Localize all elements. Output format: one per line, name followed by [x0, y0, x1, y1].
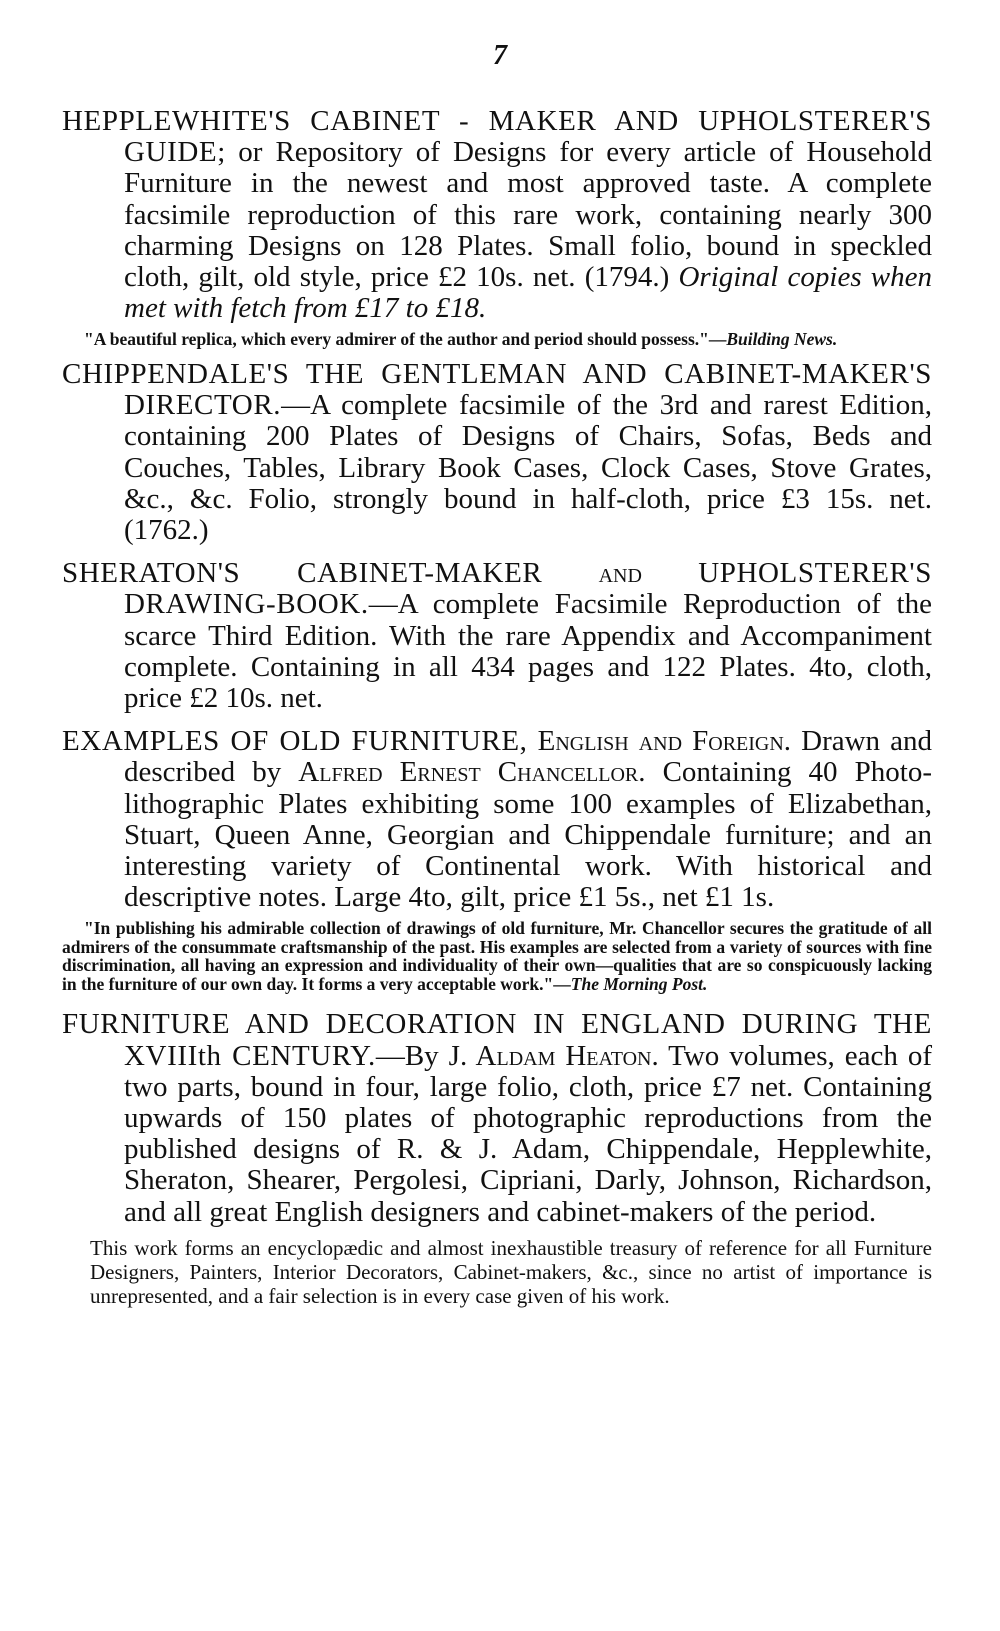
entry-author: J. Aldam Heaton.	[448, 1039, 659, 1072]
entry-title-and: and	[542, 557, 699, 590]
entry-italic-note: Original copies when met with fetch from £17 to £18.	[124, 261, 932, 325]
entry-body-1: —By	[375, 1039, 449, 1072]
quote-source: Building News.	[726, 329, 838, 350]
entry-subtitle: English and Foreign.	[527, 725, 792, 758]
entry-title: FURNITURE AND DECORATION IN ENGLAND DURING THE XVIIIth CENTURY.	[62, 1008, 932, 1072]
entry-hepplewhite	[62, 106, 932, 324]
entry-title: HEPPLEWHITE'S CABINET - MAKER AND UPHOLSTERER'S GUIDE	[62, 105, 932, 169]
entry-examples-old-furniture	[62, 726, 932, 913]
entry-title-part-2: UPHOLSTERER'S DRAWING-BOOK.	[124, 557, 932, 621]
entry-title: EXAMPLES OF OLD FURNITURE,	[62, 725, 528, 758]
review-quote	[62, 330, 932, 349]
entry-sheraton	[62, 558, 932, 714]
review-quote	[62, 919, 932, 993]
entry-body: —A complete facsimile of the 3rd and rarest Edition, containing 200 Plates of Designs of Chairs, Sofas, Beds and Couches, Tables, Library Book Cases, Clock Cases, Stove Grates, &c., &c. Folio, strongly bound in half-cloth, price £3 15s. net. (1762.)	[124, 389, 932, 546]
entry-furniture-decoration	[62, 1009, 932, 1227]
entry-chippendale	[62, 359, 932, 546]
page-number: 7	[493, 40, 507, 71]
quote-source: The Morning Post.	[570, 973, 708, 994]
quote-text: "In publishing his admirable collection of drawings of old furniture, Mr. Chancellor secures the gratitude of all admirers of the consummate craftsmanship of the past. His examples are selected from a variety of sources with fine discrimination, all having an expression and individuality of their own—qualities that are so conspicuously lacking in the furniture of our own day. It forms a very acceptable work."—	[62, 918, 932, 994]
quote-text: "A beautiful replica, which every admirer of the author and period should possess."—	[84, 329, 727, 350]
entry-author: Alfred Ernest Chancellor.	[298, 756, 646, 789]
entry-body: —A complete Facsimile Reproduction of the scarce Third Edition. With the rare Appendix and Accompaniment complete. Containing in all 434 pages and 122 Plates. 4to, cloth, price £2 10s. net.	[124, 588, 932, 714]
entry-body: ; or Repository of Designs for every article of Household Furniture in the newest and most approved taste. A complete facsimile reproduction of this rare work, containing nearly 300 charming Designs on 128 Plates. Small folio, bound in speckled cloth, gilt, old style, price £2 10s. net. (1794.)	[124, 136, 932, 294]
entry-title: CHIPPENDALE'S THE GENTLEMAN AND CABINET-MAKER'S DIRECTOR.	[62, 357, 932, 422]
catalogue-listing	[62, 106, 932, 1308]
entry-title-part-1: SHERATON'S CABINET-MAKER	[62, 557, 543, 590]
entry-body-1: Drawn and described by	[124, 725, 932, 789]
entry-note: This work forms an encyclopædic and almost inexhaustible treasury of reference for all Furniture Designers, Painters, Interior Decorators, Cabinet-makers, &c., since no artist of importance is unrepresented, and a fair selection is in every case given of his work.	[90, 1235, 932, 1308]
entry-body-2: Containing 40 Photo-lithographic Plates exhibiting some 100 examples of Elizabethan, Stuart, Queen Anne, Georgian and Chippendale furniture; and an interesting variety of Continental work. With historical and descriptive notes. Large 4to, gilt, price £1 5s., net £1 1s.	[124, 756, 932, 914]
entry-body-2: Two volumes, each of two parts, bound in four, large folio, cloth, price £7 net. Containing upwards of 150 plates of photographic reproductions from the published designs of R. & J. Adam, Chippendale, Hepplewhite, Sheraton, Shearer, Pergolesi, Cipriani, Darly, Johnson, Richardson, and all great English designers and cabinet-makers of the period.	[124, 1039, 932, 1228]
